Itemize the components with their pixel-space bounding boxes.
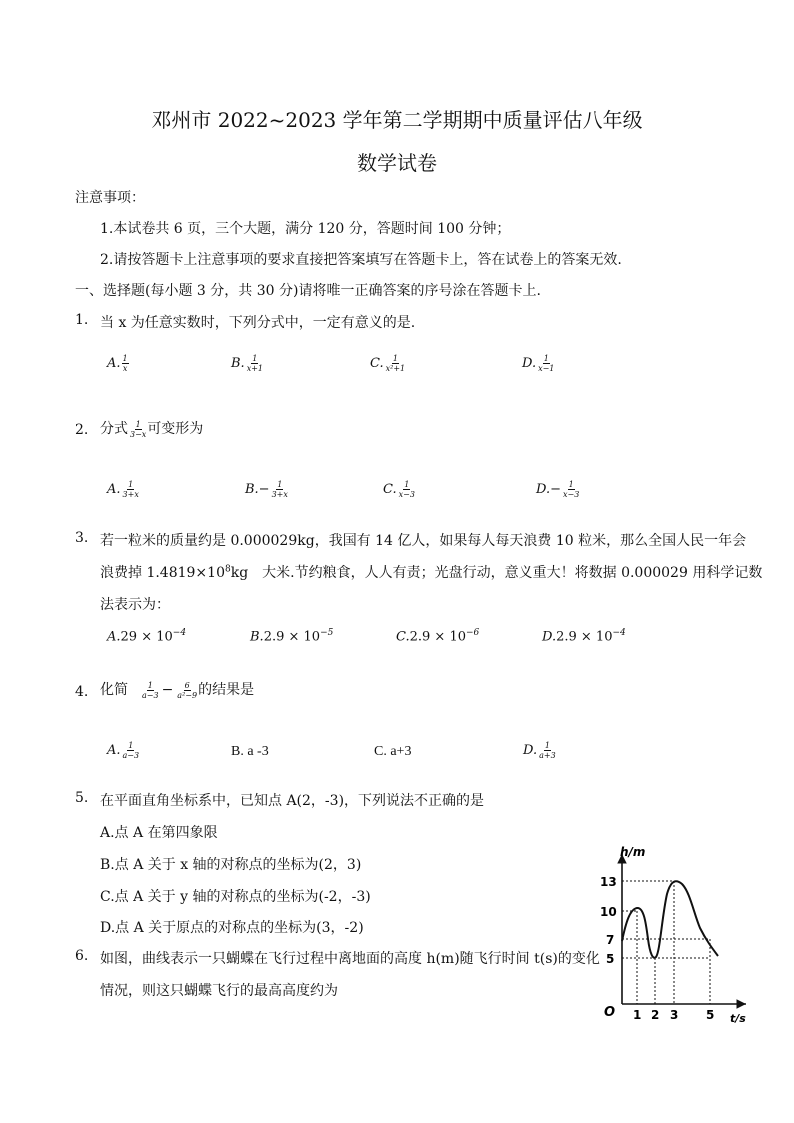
y-tick-13: 13 — [600, 875, 617, 889]
flight-curve — [622, 881, 718, 957]
question-text: 在平面直角坐标系中，已知点 A(2，-3)，下列说法不正确的是 — [100, 793, 485, 809]
option-b: $B.2.9 \times 10^{-5}$ — [250, 628, 334, 645]
option-a: A.点 A 在第四象限 — [100, 825, 218, 841]
option-b: B. $\frac{1}{x+1}$ — [231, 354, 263, 373]
page-subtitle: 数学试卷 — [357, 151, 437, 175]
y-tick-10: 10 — [600, 905, 617, 919]
option-b: B. a -3 — [231, 744, 269, 759]
option-c: $C.2.9 \times 10^{-6}$ — [396, 628, 480, 645]
option-a: A. $\frac{1}{x}$ — [107, 354, 128, 373]
option-b: B.点 A 关于 x 轴的对称点的坐标为(2，3) — [100, 857, 362, 873]
option-c: C.点 A 关于 y 轴的对称点的坐标为(-2，-3) — [100, 889, 371, 905]
y-tick-7: 7 — [606, 933, 615, 947]
option-d: $D.2.9 \times 10^{-4}$ — [542, 628, 626, 645]
question-number: 2. — [75, 422, 89, 438]
option-a: $A.29 \times 10^{-4}$ — [107, 628, 187, 645]
question-number: 1. — [75, 312, 89, 328]
question-text-line-3: 法表示为： — [100, 597, 170, 613]
question-text-line-1: 如图，曲线表示一只蝴蝶在飞行过程中离地面的高度 h(m)随飞行时间 t(s)的变化 — [100, 951, 600, 967]
question-text-line-1: 若一粒米的质量约是 0.000029kg，我国有 14 亿人，如果每人每天浪费 10 粒米，那么全国人民一年会 — [100, 533, 747, 549]
notice-heading: 注意事项： — [75, 190, 145, 206]
notice-item-1: 1.本试卷共 6 页，三个大题，满分 120 分，答题时间 100 分钟； — [100, 221, 511, 237]
x-tick-3: 3 — [670, 1008, 679, 1022]
question-number: 5. — [75, 790, 89, 806]
question-text-line-2: 浪费掉 $1.4819\times 10^8kg$ 大米.节约粮食，人人有责；光盘行动，意义重大！将数据 0.000029 用科学记数 — [100, 564, 763, 581]
option-b: B.− $\frac{1}{3+x}$ — [245, 480, 288, 499]
notice-item-2: 2.请按答题卡上注意事项的要求直接把答案填写在答题卡上，答在试卷上的答案无效. — [100, 252, 622, 268]
height-time-figure — [596, 844, 756, 1026]
page-title: 邓州市 2022~2023 学年第二学期期中质量评估八年级 — [151, 108, 643, 132]
option-c: C. a+3 — [374, 744, 412, 759]
option-d: D.点 A 关于原点的对称点的坐标为(3，-2) — [100, 920, 364, 936]
question-text-line-2: 情况，则这只蝴蝶飞行的最高高度约为 — [100, 983, 338, 999]
y-tick-5: 5 — [606, 952, 615, 966]
option-c: C. $\frac{1}{x-3}$ — [383, 480, 415, 499]
question-number: 4. — [75, 684, 89, 700]
question-number: 6. — [75, 948, 89, 964]
x-axis-label: t/s — [730, 1012, 746, 1025]
y-axis-label: h/m — [620, 845, 646, 859]
x-tick-1: 1 — [633, 1008, 642, 1022]
question-text: 当 x 为任意实数时，下列分式中，一定有意义的是. — [100, 315, 416, 331]
option-d: D. $\frac{1}{x-1}$ — [522, 354, 555, 373]
x-tick-2: 2 — [651, 1008, 660, 1022]
option-c: C. $\frac{1}{\text{x²+1}}$ — [370, 354, 406, 373]
question-text: 化简 $\frac{1}{a-3}$ − $\frac{6}{\text{a²−9}}$ 的结果是 — [100, 680, 255, 700]
question-text: 分式 $\frac{1}{3-x}$ 可变形为 — [100, 419, 204, 439]
option-a: A. $\frac{1}{a-3}$ — [107, 741, 140, 760]
option-a: A. $\frac{1}{3+x}$ — [107, 480, 139, 499]
x-tick-5: 5 — [706, 1008, 715, 1022]
option-d: D. $\frac{1}{a+3}$ — [523, 741, 556, 760]
origin-label: O — [604, 1005, 616, 1020]
question-number: 3. — [75, 530, 89, 546]
section-heading: 一、选择题(每小题 3 分，共 30 分)请将唯一正确答案的序号涂在答题卡上. — [75, 283, 541, 299]
option-d: D.− $\frac{1}{x-3}$ — [536, 480, 580, 499]
